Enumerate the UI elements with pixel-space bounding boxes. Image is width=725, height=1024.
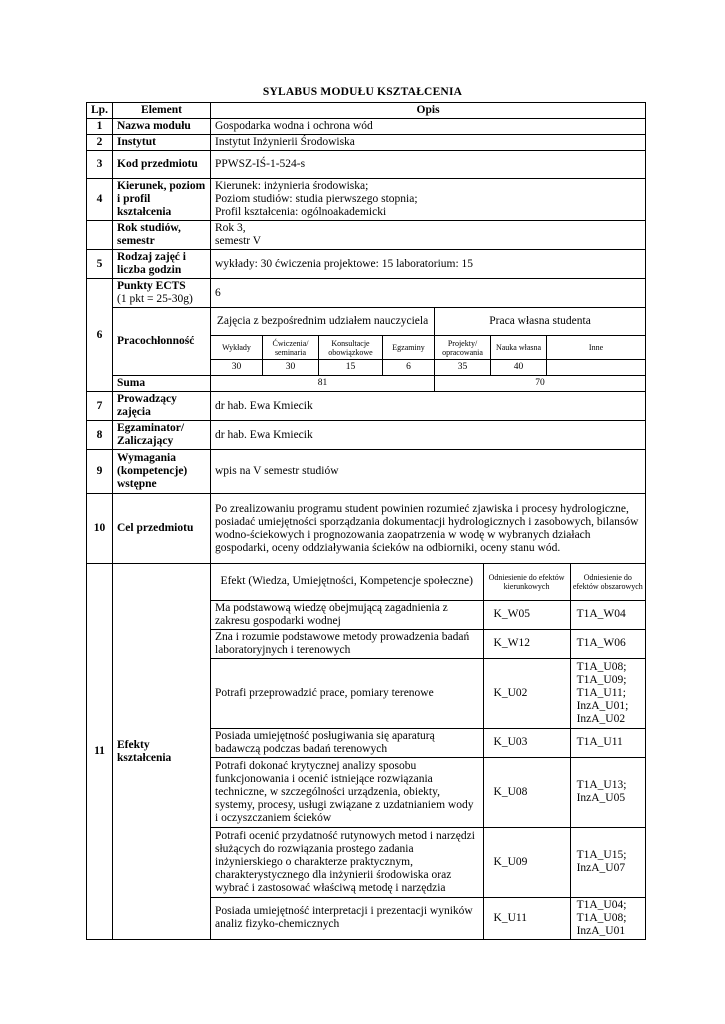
table-row [87, 179, 646, 221]
row-lp: 2 [87, 135, 113, 151]
effect-kier: K_U09 [483, 827, 570, 897]
effect-obsz-line: T1A_W04 [576, 608, 626, 620]
effect-desc: Potrafi przeprowadzić prace, pomiary terenowe [211, 658, 483, 728]
effect-obsz-line: InzA_U01 [576, 924, 626, 937]
workload-sum-teacher: 81 [211, 376, 435, 392]
row-opis [211, 221, 646, 250]
table-row [87, 250, 646, 279]
table-row [87, 135, 646, 151]
row-element: Prowadzący zajęcia [113, 392, 211, 421]
effect-kier: K_U02 [483, 658, 570, 728]
table-row [87, 151, 646, 179]
effect-obsz [570, 600, 645, 629]
effect-obsz-line: T1A_U15; [576, 849, 627, 861]
header-opis: Opis [211, 103, 646, 119]
workload-group-teacher: Zajęcia z bezpośrednim udziałem nauczyciela [211, 308, 435, 336]
workload-sum-row [87, 376, 646, 392]
effect-row [211, 600, 645, 629]
table-header-row [87, 103, 646, 119]
opis-line: Poziom studiów: studia pierwszego stopnia; [215, 193, 418, 205]
effect-obsz-line: InzA_U01; [576, 699, 629, 712]
row-lp: 9 [87, 450, 113, 494]
effects-table [211, 564, 645, 939]
effect-kier: K_U08 [483, 757, 570, 827]
effect-desc: Potrafi dokonać krytycznej analizy sposobu funkcjonowania i ocenić istniejące rozwiązania techniczne, w szczególności urządzenia, obiekty, systemy, procesy, usługi związane z uzdatnianiem wody i oczyszczaniem ścieków [211, 757, 483, 827]
row-lp: 7 [87, 392, 113, 421]
header-element: Element [113, 103, 211, 119]
effect-row [211, 757, 645, 827]
row-opis: dr hab. Ewa Kmiecik [211, 392, 646, 421]
row-opis: wpis na V semestr studiów [211, 450, 646, 494]
ects-sublabel: (1 pkt = 25-30g) [117, 293, 193, 305]
row-lp: 1 [87, 119, 113, 135]
effect-obsz [570, 728, 645, 757]
effect-obsz-line: T1A_U09; [576, 673, 627, 686]
effect-desc: Potrafi ocenić przydatność rutynowych metod i narzędzi służących do rozwiązania prostego zadania inżynierskiego o charakterze praktycznym, charakterystycznego dla inżynierii środowiska oraz wybrać i zastosować właściwą metodę i narzędzia [211, 827, 483, 897]
table-row [87, 494, 646, 564]
row-element: Nazwa modułu [113, 119, 211, 135]
opis-line: semestr V [215, 235, 262, 247]
effect-obsz [570, 757, 645, 827]
row-lp [87, 221, 113, 250]
effect-row [211, 658, 645, 728]
effect-desc: Zna i rozumie podstawowe metody prowadzenia badań laboratoryjnych i terenowych [211, 629, 483, 658]
workload-col: Konsultacje obowiązkowe [319, 336, 383, 360]
document-title: SYLABUS MODUŁU KSZTAŁCENIA [262, 86, 463, 98]
effect-obsz-line: InzA_U07 [576, 862, 626, 874]
workload-value: 6 [383, 360, 435, 376]
workload-col: Wykłady [211, 336, 263, 360]
workload-col: Nauka własna [491, 336, 547, 360]
effect-obsz [570, 897, 645, 939]
effect-obsz-line: T1A_U13; [576, 779, 627, 791]
effect-obsz-line: T1A_U08; [576, 660, 627, 673]
row-element: Cel przedmiotu [113, 494, 211, 564]
workload-lp: 6 [87, 279, 113, 392]
row-element: Rok studiów, semestr [113, 221, 211, 250]
row-opis: Instytut Inżynierii Środowiska [211, 135, 646, 151]
table-row [87, 450, 646, 494]
row-element: Wymagania (kompetencje) wstępne [113, 450, 211, 494]
table-row [87, 221, 646, 250]
workload-sum-label: Suma [113, 376, 211, 392]
row-element: Instytut [113, 135, 211, 151]
effect-row [211, 728, 645, 757]
workload-sum-self: 70 [435, 376, 646, 392]
effect-kier: K_W12 [483, 629, 570, 658]
table-row [87, 119, 646, 135]
effect-desc: Posiada umiejętność posługiwania się aparaturą badawczą podczas badań terenowych [211, 728, 483, 757]
workload-col: Ćwiczenia/ seminaria [263, 336, 319, 360]
effect-obsz-line: T1A_U08; [576, 911, 627, 924]
effect-kier: K_W05 [483, 600, 570, 629]
effects-header-obsz: Odniesienie do efektów obszarowych [570, 564, 645, 600]
ects-label: Punkty ECTS [117, 280, 186, 292]
effect-obsz-line: InzA_U05 [576, 792, 626, 804]
effects-lp: 11 [87, 564, 113, 940]
table-row [87, 421, 646, 450]
workload-group-row [87, 308, 646, 336]
row-opis: dr hab. Ewa Kmiecik [211, 421, 646, 450]
row-opis [211, 179, 646, 221]
row-opis: Po zrealizowaniu programu student powinien rozumieć zjawiska i procesy hydrologiczne, posiadać umiejętności sporządzania dokumentacji hydrologicznych i zasobowych, bilansów wodno-ściekowych i prognozowania zaopatrzenia w wodę w wybranych działach gospodarki, oceny oddziaływania ścieków na odbiorniki, oceny stanu wód. [211, 494, 646, 564]
workload-col: Projekty/ opracowania [435, 336, 491, 360]
effect-row [211, 827, 645, 897]
effects-cell [211, 564, 646, 940]
effect-row [211, 629, 645, 658]
effect-obsz-line: InzA_U02 [576, 712, 626, 725]
workload-value: 40 [491, 360, 547, 376]
row-element: Kod przedmiotu [113, 151, 211, 179]
workload-col: Egzaminy [383, 336, 435, 360]
effects-row [87, 564, 646, 940]
row-lp: 3 [87, 151, 113, 179]
workload-col: Inne [547, 336, 646, 360]
row-opis: PPWSZ-IŚ-1-524-s [211, 151, 646, 179]
row-element: Kierunek, poziom i profil kształcenia [113, 179, 211, 221]
workload-value [547, 360, 646, 376]
row-lp: 5 [87, 250, 113, 279]
row-lp: 8 [87, 421, 113, 450]
effect-obsz [570, 827, 645, 897]
workload-value: 15 [319, 360, 383, 376]
opis-line: Kierunek: inżynieria środowiska; [215, 180, 369, 192]
row-element: Rodzaj zajęć i liczba godzin [113, 250, 211, 279]
effect-desc: Ma podstawową wiedzę obejmującą zagadnienia z zakresu gospodarki wodnej [211, 600, 483, 629]
ects-value: 6 [211, 279, 646, 308]
opis-line: Rok 3, [215, 222, 246, 234]
workload-value: 35 [435, 360, 491, 376]
effect-obsz [570, 658, 645, 728]
row-element: Egzaminator/ Zaliczający [113, 421, 211, 450]
effect-kier: K_U11 [483, 897, 570, 939]
effect-kier: K_U03 [483, 728, 570, 757]
syllabus-table [86, 102, 646, 940]
ects-label-cell [113, 279, 211, 308]
row-opis: Gospodarka wodna i ochrona wód [211, 119, 646, 135]
workload-group-self: Praca własna studenta [435, 308, 646, 336]
effect-obsz-line: T1A_U04; [576, 898, 627, 911]
effects-header-row [211, 564, 645, 600]
effect-obsz-line: T1A_W06 [576, 637, 626, 649]
effect-obsz [570, 629, 645, 658]
ects-row [87, 279, 646, 308]
effect-row [211, 897, 645, 939]
effect-obsz-line: T1A_U11; [576, 686, 626, 699]
row-lp: 10 [87, 494, 113, 564]
table-row [87, 392, 646, 421]
effects-header-kier: Odniesienie do efektów kierunkowych [483, 564, 570, 600]
opis-line: Profil kształcenia: ogólnoakademicki [215, 206, 387, 218]
effect-obsz-line: T1A_U11 [576, 736, 623, 748]
row-opis: wykłady: 30 ćwiczenia projektowe: 15 laboratorium: 15 [211, 250, 646, 279]
effect-desc: Posiada umiejętność interpretacji i prezentacji wyników analiz fizyko-chemicznych [215, 905, 473, 931]
header-lp: Lp. [87, 103, 113, 119]
workload-label: Pracochłonność [113, 308, 211, 376]
workload-value: 30 [211, 360, 263, 376]
row-lp: 4 [87, 179, 113, 221]
effects-header-desc: Efekt (Wiedza, Umiejętności, Kompetencje społeczne) [211, 564, 483, 600]
workload-value: 30 [263, 360, 319, 376]
effects-label: Efekty kształcenia [113, 564, 211, 940]
